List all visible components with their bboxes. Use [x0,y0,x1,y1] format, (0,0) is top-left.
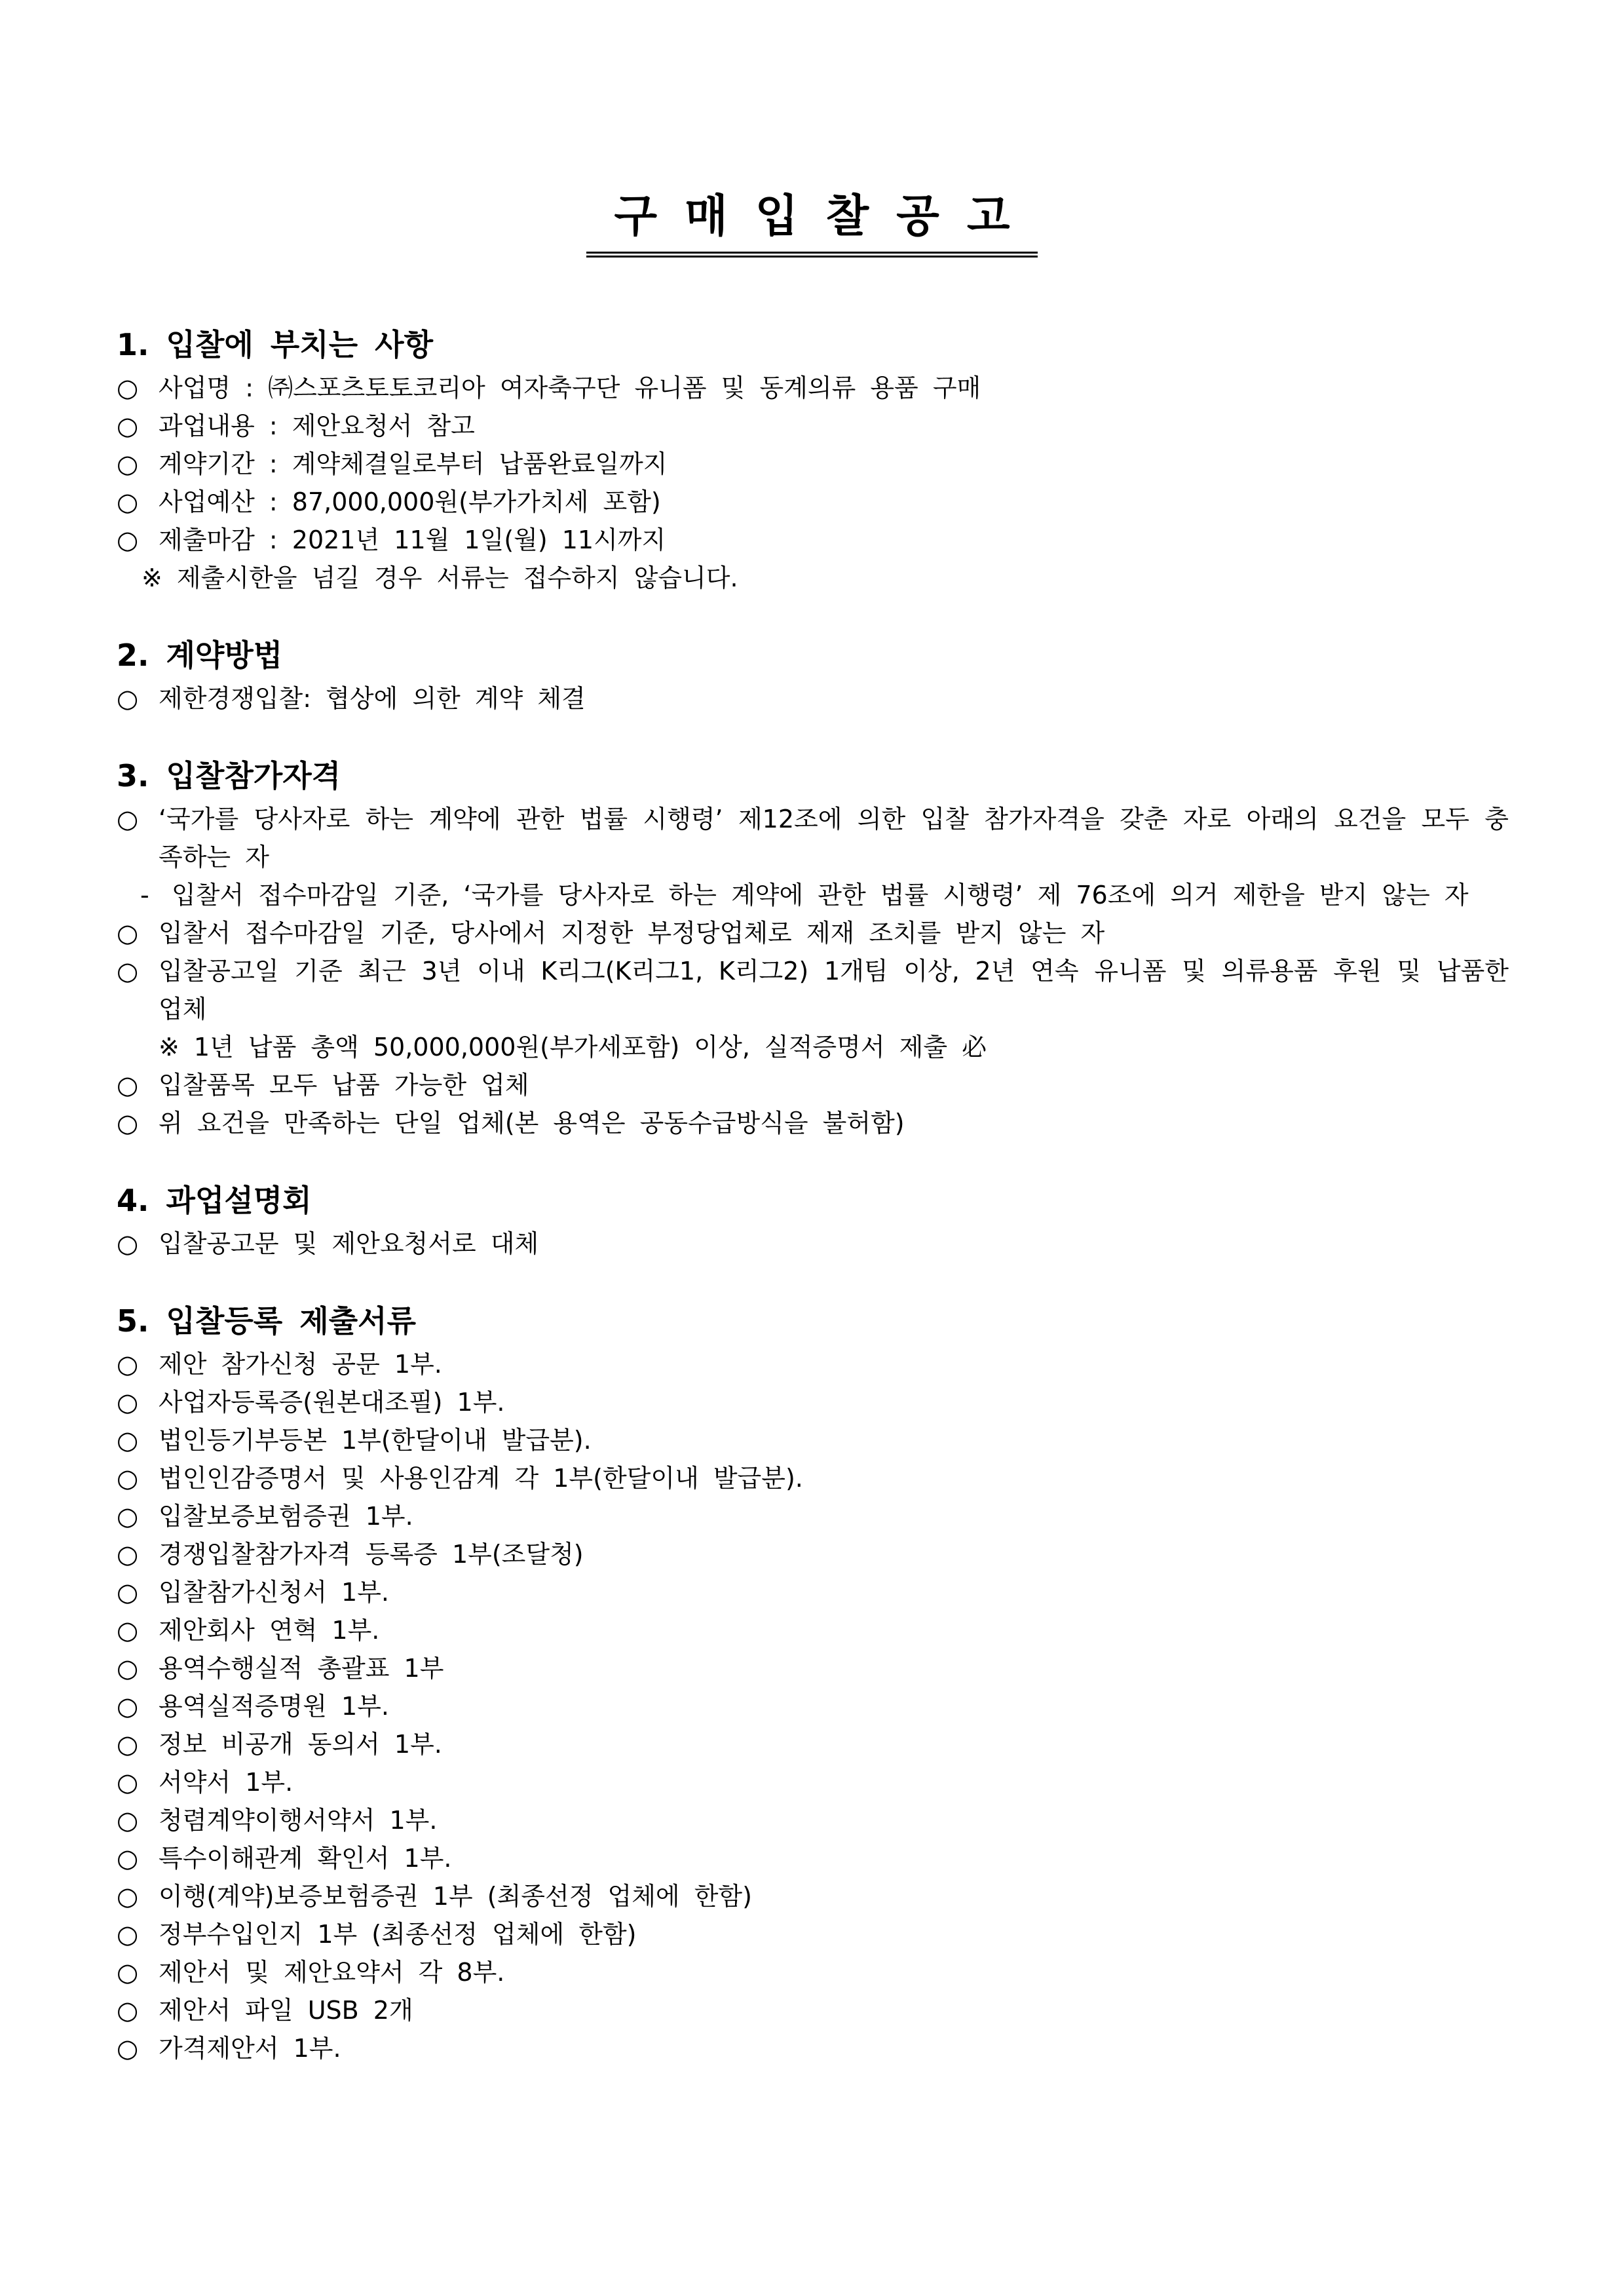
circle-bullet-icon: ○ [117,1388,139,1417]
list-item [117,1573,1509,1611]
section-heading: 1. 입찰에 부치는 사항 [117,327,434,362]
circle-bullet-icon: ○ [117,684,139,713]
item-text: 제안서 파일 USB 2개 [159,1996,413,2025]
section-submission-documents [117,1301,1509,2067]
item-text: 사업자등록증(원본대조필) 1부. [159,1388,505,1417]
item-text: 제안 참가신청 공문 1부. [159,1350,442,1379]
item-text: 입찰서 접수마감일 기준, 당사에서 지정한 부정당업체로 제재 조치를 받지 않는 자 [159,919,1105,947]
list-item [117,1687,1509,1725]
circle-bullet-icon: ○ [117,1882,139,1911]
list-item [117,1725,1509,1763]
list-item [117,1915,1509,1953]
performance-note: ※ 1년 납품 총액 50,000,000원(부가세포함) 이상, 실적증명서 제출 必 [159,1033,987,1062]
item-text: 가격제안서 1부. [159,2034,341,2063]
item-text: 입찰공고문 및 제안요청서로 대체 [159,1229,539,1258]
spacer [117,597,1509,635]
item-text: 서약서 1부. [159,1768,293,1797]
list-item [117,1953,1509,1991]
circle-bullet-icon: ○ [117,805,139,833]
list-item [117,1801,1509,1839]
item-text: 제안회사 연혁 1부. [159,1616,380,1645]
item-text: 입찰품목 모두 납품 가능한 업체 [159,1071,529,1100]
list-item [117,914,1509,952]
item-text: 입찰공고일 기준 최근 3년 이내 K리그(K리그1, K리그2) 1개팀 이상, 2년 연속 유니폼 및 의류용품 후원 및 납품한 업체 [159,957,1509,1024]
circle-bullet-icon: ○ [117,1426,139,1455]
list-item [117,952,1509,1028]
item-text: 위 요건을 만족하는 단일 업체(본 용역은 공동수급방식을 불허함) [159,1109,905,1138]
list-item [117,1535,1509,1573]
section-heading: 3. 입찰참가자격 [117,758,341,794]
item-text: 법인인감증명서 및 사용인감계 각 1부(한달이내 발급분). [159,1464,803,1493]
section-qualifications [117,756,1509,1142]
circle-bullet-icon: ○ [117,1464,139,1493]
list-item [117,1225,1509,1263]
circle-bullet-icon: ○ [117,1540,139,1569]
circle-bullet-icon: ○ [117,1844,139,1873]
list-item [117,679,1509,718]
item-text: ‘국가를 당사자로 하는 계약에 관한 법률 시행령’ 제12조에 의한 입찰 참가자격을 갖춘 자로 아래의 요건을 모두 충족하는 자 [159,805,1509,871]
list-item [117,2029,1509,2067]
section-contract-method [117,635,1509,718]
item-text: 용역수행실적 총괄표 1부 [159,1654,444,1683]
item-text: 입찰보증보험증권 1부. [159,1502,413,1531]
circle-bullet-icon: ○ [117,373,139,402]
list-item [117,1497,1509,1535]
list-item [117,1459,1509,1497]
item-text: 제한경쟁입찰: 협상에 의한 계약 체결 [159,684,586,713]
list-item [117,1383,1509,1421]
item-text: 정보 비공개 동의서 1부. [159,1730,442,1759]
list-item [117,800,1509,876]
list-item [117,1421,1509,1459]
item-text: 법인등기부등본 1부(한달이내 발급분). [159,1426,592,1455]
item-text: 경쟁입찰참가자격 등록증 1부(조달청) [159,1540,584,1569]
item-text: 계약기간 : 계약체결일로부터 납품완료일까지 [159,450,668,478]
circle-bullet-icon: ○ [117,1996,139,2025]
circle-bullet-icon: ○ [117,488,139,516]
spacer [117,1142,1509,1180]
list-item [117,1763,1509,1801]
item-text: 특수이해관계 확인서 1부. [159,1844,452,1873]
circle-bullet-icon: ○ [117,1071,139,1100]
list-item [117,521,1509,559]
section-bid-items [117,324,1509,597]
sub-item-text: 입찰서 접수마감일 기준, ‘국가를 당사자로 하는 계약에 관한 법률 시행령’ 제 76조에 의거 제한을 받지 않는 자 [172,881,1469,909]
item-text: 용역실적증명원 1부. [159,1692,389,1721]
section-heading: 5. 입찰등록 제출서류 [117,1303,416,1339]
item-text: 사업예산 : 87,000,000원(부가가치세 포함) [159,488,661,516]
circle-bullet-icon: ○ [117,526,139,554]
item-text: 청렴계약이행서약서 1부. [159,1806,438,1835]
list-item [117,1991,1509,2029]
item-text: 이행(계약)보증보험증권 1부 (최종선정 업체에 한함) [159,1882,752,1911]
document-body [117,324,1509,2067]
circle-bullet-icon: ○ [117,1616,139,1645]
circle-bullet-icon: ○ [117,1806,139,1835]
sub-item [117,876,1509,914]
dash-bullet-icon: - [140,881,149,909]
circle-bullet-icon: ○ [117,957,139,985]
list-item [117,407,1509,445]
list-item [117,483,1509,521]
spacer [117,718,1509,756]
list-item [117,1611,1509,1649]
circle-bullet-icon: ○ [117,2034,139,2063]
circle-bullet-icon: ○ [117,1109,139,1138]
circle-bullet-icon: ○ [117,1654,139,1683]
circle-bullet-icon: ○ [117,1730,139,1759]
circle-bullet-icon: ○ [117,411,139,440]
circle-bullet-icon: ○ [117,450,139,478]
circle-bullet-icon: ○ [117,1578,139,1607]
list-item [117,1104,1509,1142]
circle-bullet-icon: ○ [117,1229,139,1258]
item-text: 과업내용 : 제안요청서 참고 [159,411,475,440]
list-item [117,1839,1509,1877]
spacer [117,1263,1509,1301]
section-briefing [117,1180,1509,1263]
circle-bullet-icon: ○ [117,1502,139,1531]
circle-bullet-icon: ○ [117,919,139,947]
item-text: 제출마감 : 2021년 11월 1일(월) 11시까지 [159,526,666,554]
list-item [117,1345,1509,1383]
circle-bullet-icon: ○ [117,1692,139,1721]
circle-bullet-icon: ○ [117,1768,139,1797]
list-item [117,1649,1509,1687]
page-title: 구매입찰공고 [586,187,1037,258]
circle-bullet-icon: ○ [117,1958,139,1987]
item-text: 정부수입인지 1부 (최종선정 업체에 한함) [159,1920,637,1949]
deadline-note: ※ 제출시한을 넘길 경우 서류는 접수하지 않습니다. [142,564,738,592]
circle-bullet-icon: ○ [117,1350,139,1379]
list-item [117,445,1509,483]
list-item [117,1066,1509,1104]
circle-bullet-icon: ○ [117,1920,139,1949]
section-heading: 4. 과업설명회 [117,1183,312,1218]
section-heading: 2. 계약방법 [117,638,283,673]
item-text: 제안서 및 제안요약서 각 8부. [159,1958,505,1987]
title-block [0,187,1624,258]
item-text: 사업명 : ㈜스포츠토토코리아 여자축구단 유니폼 및 동계의류 용품 구매 [159,373,981,402]
list-item [117,1877,1509,1915]
item-text: 입찰참가신청서 1부. [159,1578,389,1607]
list-item [117,369,1509,407]
